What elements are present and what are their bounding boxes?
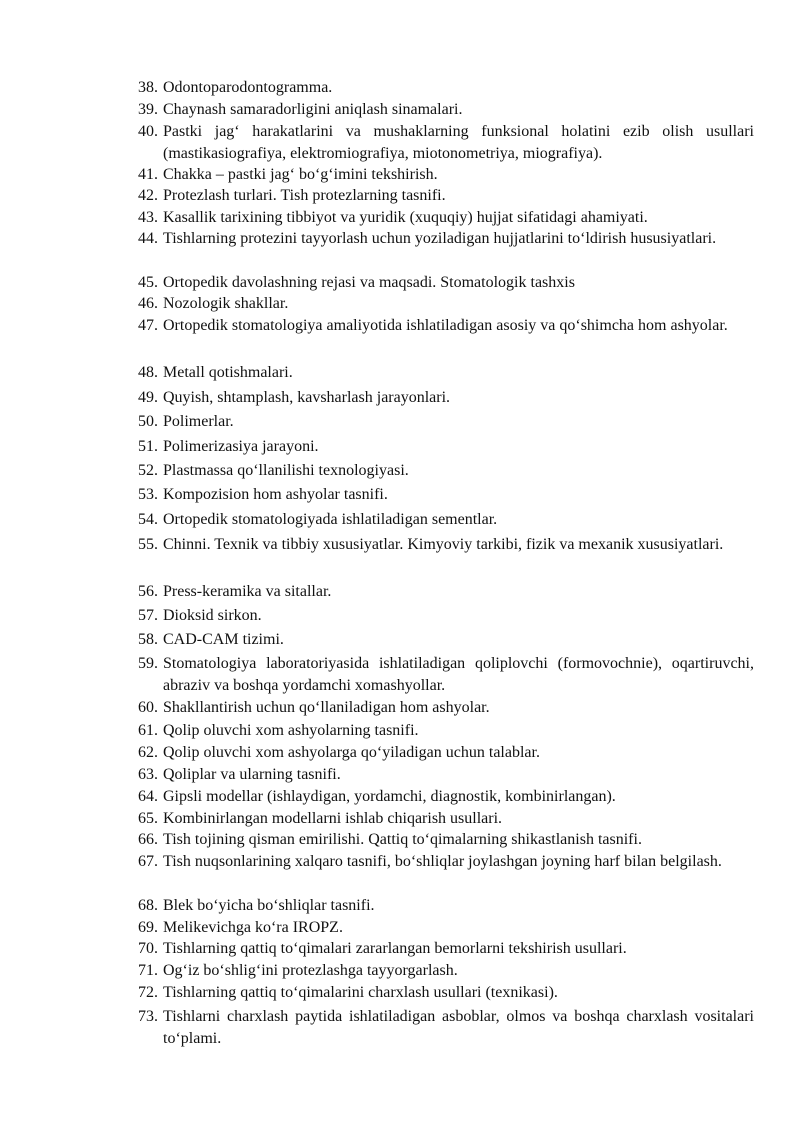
list-item [114,764,754,786]
list-item [114,829,754,851]
item-number: 65. [138,810,158,827]
item-number: 38. [138,79,158,96]
item-number: 72. [138,984,158,1001]
list-item [114,851,754,873]
item-text: Tishlarni charxlash paytida ishlatiladigan asboblar, olmos va boshqa charxlash vositalari to‘plami. [163,1008,754,1047]
list-item [114,293,754,315]
list-item [114,581,754,603]
list-item [114,411,754,433]
item-text: Dioksid sirkon. [163,607,262,624]
item-number: 57. [138,607,158,624]
item-text: Ortopedik stomatologiyada ishlatiladigan sementlar. [163,511,498,528]
item-text: Kombinirlangan modellarni ishlab chiqarish usullari. [163,810,503,827]
list-item [114,387,754,409]
list-item [114,917,754,939]
item-text: Blek bo‘yicha bo‘shliqlar tasnifi. [163,897,375,914]
item-number: 61. [138,722,158,739]
list-item [114,99,754,121]
list-item [114,272,754,294]
item-number: 62. [138,744,158,761]
item-text: Shakllantirish uchun qo‘llaniladigan hom ashyolar. [163,699,490,716]
item-number: 48. [138,364,158,381]
item-text: Ortopedik davolashning rejasi va maqsadi. Stomatologik tashxis [163,274,575,291]
item-number: 41. [138,166,158,183]
list-item [114,121,754,164]
list-item [114,960,754,982]
item-text: Ortopedik stomatologiya amaliyotida ishlatiladigan asosiy va qo‘shimcha hom ashyolar. [163,317,728,334]
item-text: Chinni. Texnik va tibbiy xususiyatlar. Kimyoviy tarkibi, fizik va mexanik xususiyatlari. [163,536,724,553]
item-number: 49. [138,389,158,406]
item-text: CAD-CAM tizimi. [163,631,284,648]
item-number: 64. [138,788,158,805]
item-text: Tishlarning qattiq to‘qimalari zararlangan bemorlarni tekshirish usullari. [163,940,627,957]
list-item [114,786,754,808]
item-text: Polimerizasiya jarayoni. [163,438,319,455]
item-text: Pastki jag‘ harakatlarini va mushaklarning funksional holatini ezib olish usullari (mastikasiografiya, elektromiografiya, miotonometriya, miografiya). [163,123,754,162]
list-item [114,533,754,557]
item-text: Melikevichga ko‘ra IROPZ. [163,919,343,936]
list-item [114,185,754,207]
item-number: 58. [138,631,158,648]
item-number: 60. [138,699,158,716]
item-text: Tishlarning qattiq to‘qimalarini charxlash usullari (texnikasi). [163,984,558,1001]
item-number: 47. [138,317,158,334]
item-text: Kompozision hom ashyolar tasnifi. [163,486,388,503]
item-number: 50. [138,413,158,430]
item-number: 40. [138,123,158,140]
item-text: Press-keramika va sitallar. [163,583,332,600]
item-number: 43. [138,209,158,226]
item-text: Chakka – pastki jag‘ bo‘g‘imini tekshirish. [163,166,438,183]
list-item [114,697,754,719]
list-item [114,362,754,384]
item-number: 55. [138,536,158,553]
list-item [114,228,754,250]
item-number: 71. [138,962,158,979]
item-number: 45. [138,274,158,291]
item-number: 53. [138,486,158,503]
list-item [114,315,754,337]
list-item [114,484,754,506]
item-text: Stomatologiya laboratoriyasida ishlatiladigan qoliplovchi (formovochnie), oqartiruvchi, abraziv va boshqa yordamchi xomashyollar. [163,655,754,694]
item-text: Tish tojining qisman emirilishi. Qattiq to‘qimalarning shikastlanish tasnifi. [163,831,642,848]
item-text: Qoliplar va ularning tasnifi. [163,766,341,783]
item-number: 39. [138,101,158,118]
list-item [114,895,754,917]
item-text: Chaynash samaradorligini aniqlash sinamalari. [163,101,463,118]
list-item [114,207,754,229]
item-text: Nozologik shakllar. [163,295,289,312]
item-text: Tish nuqsonlarining xalqaro tasnifi, bo‘shliqlar joylashgan joyning harf bilan belgilash. [163,853,722,870]
item-text: Tishlarning protezini tayyorlash uchun yoziladigan hujjatlarini to‘ldirish hususiyatlari. [163,230,717,247]
item-text: Plastmassa qo‘llanilishi texnologiyasi. [163,462,409,479]
list-item [114,808,754,830]
item-text: Kasallik tarixining tibbiyot va yuridik (xuquqiy) hujjat sifatidagi ahamiyati. [163,209,648,226]
item-number: 59. [138,655,158,672]
item-text: Odontoparodontogramma. [163,79,333,96]
item-text: Qolip oluvchi xom ashyolarga qo‘yiladigan uchun talablar. [163,744,540,761]
item-number: 70. [138,940,158,957]
item-number: 66. [138,831,158,848]
list-item [114,653,754,696]
item-number: 51. [138,438,158,455]
item-number: 68. [138,897,158,914]
item-text: Polimerlar. [163,413,234,430]
item-number: 46. [138,295,158,312]
item-number: 73. [138,1008,158,1025]
item-number: 63. [138,766,158,783]
item-text: Qolip oluvchi xom ashyolarning tasnifi. [163,722,419,739]
item-number: 69. [138,919,158,936]
item-text: Og‘iz bo‘shlig‘ini protezlashga tayyorgarlash. [163,962,458,979]
item-number: 54. [138,511,158,528]
list-item [114,77,754,99]
list-item [114,982,754,1004]
item-text: Metall qotishmalari. [163,364,293,381]
item-number: 44. [138,230,158,247]
item-text: Quyish, shtamplash, kavsharlash jarayonlari. [163,389,451,406]
list-item [114,720,754,742]
item-text: Gipsli modellar (ishlaydigan, yordamchi, diagnostik, kombinirlangan). [163,788,616,805]
list-item [114,436,754,458]
list-item [114,742,754,764]
list-item [114,460,754,482]
list-item [114,1006,754,1049]
list-item [114,629,754,651]
item-number: 42. [138,187,158,204]
item-number: 67. [138,853,158,870]
list-item [114,509,754,531]
item-text: Protezlash turlari. Tish protezlarning tasnifi. [163,187,446,204]
item-number: 56. [138,583,158,600]
item-number: 52. [138,462,158,479]
list-item [114,164,754,186]
list-item [114,605,754,627]
list-item [114,938,754,960]
